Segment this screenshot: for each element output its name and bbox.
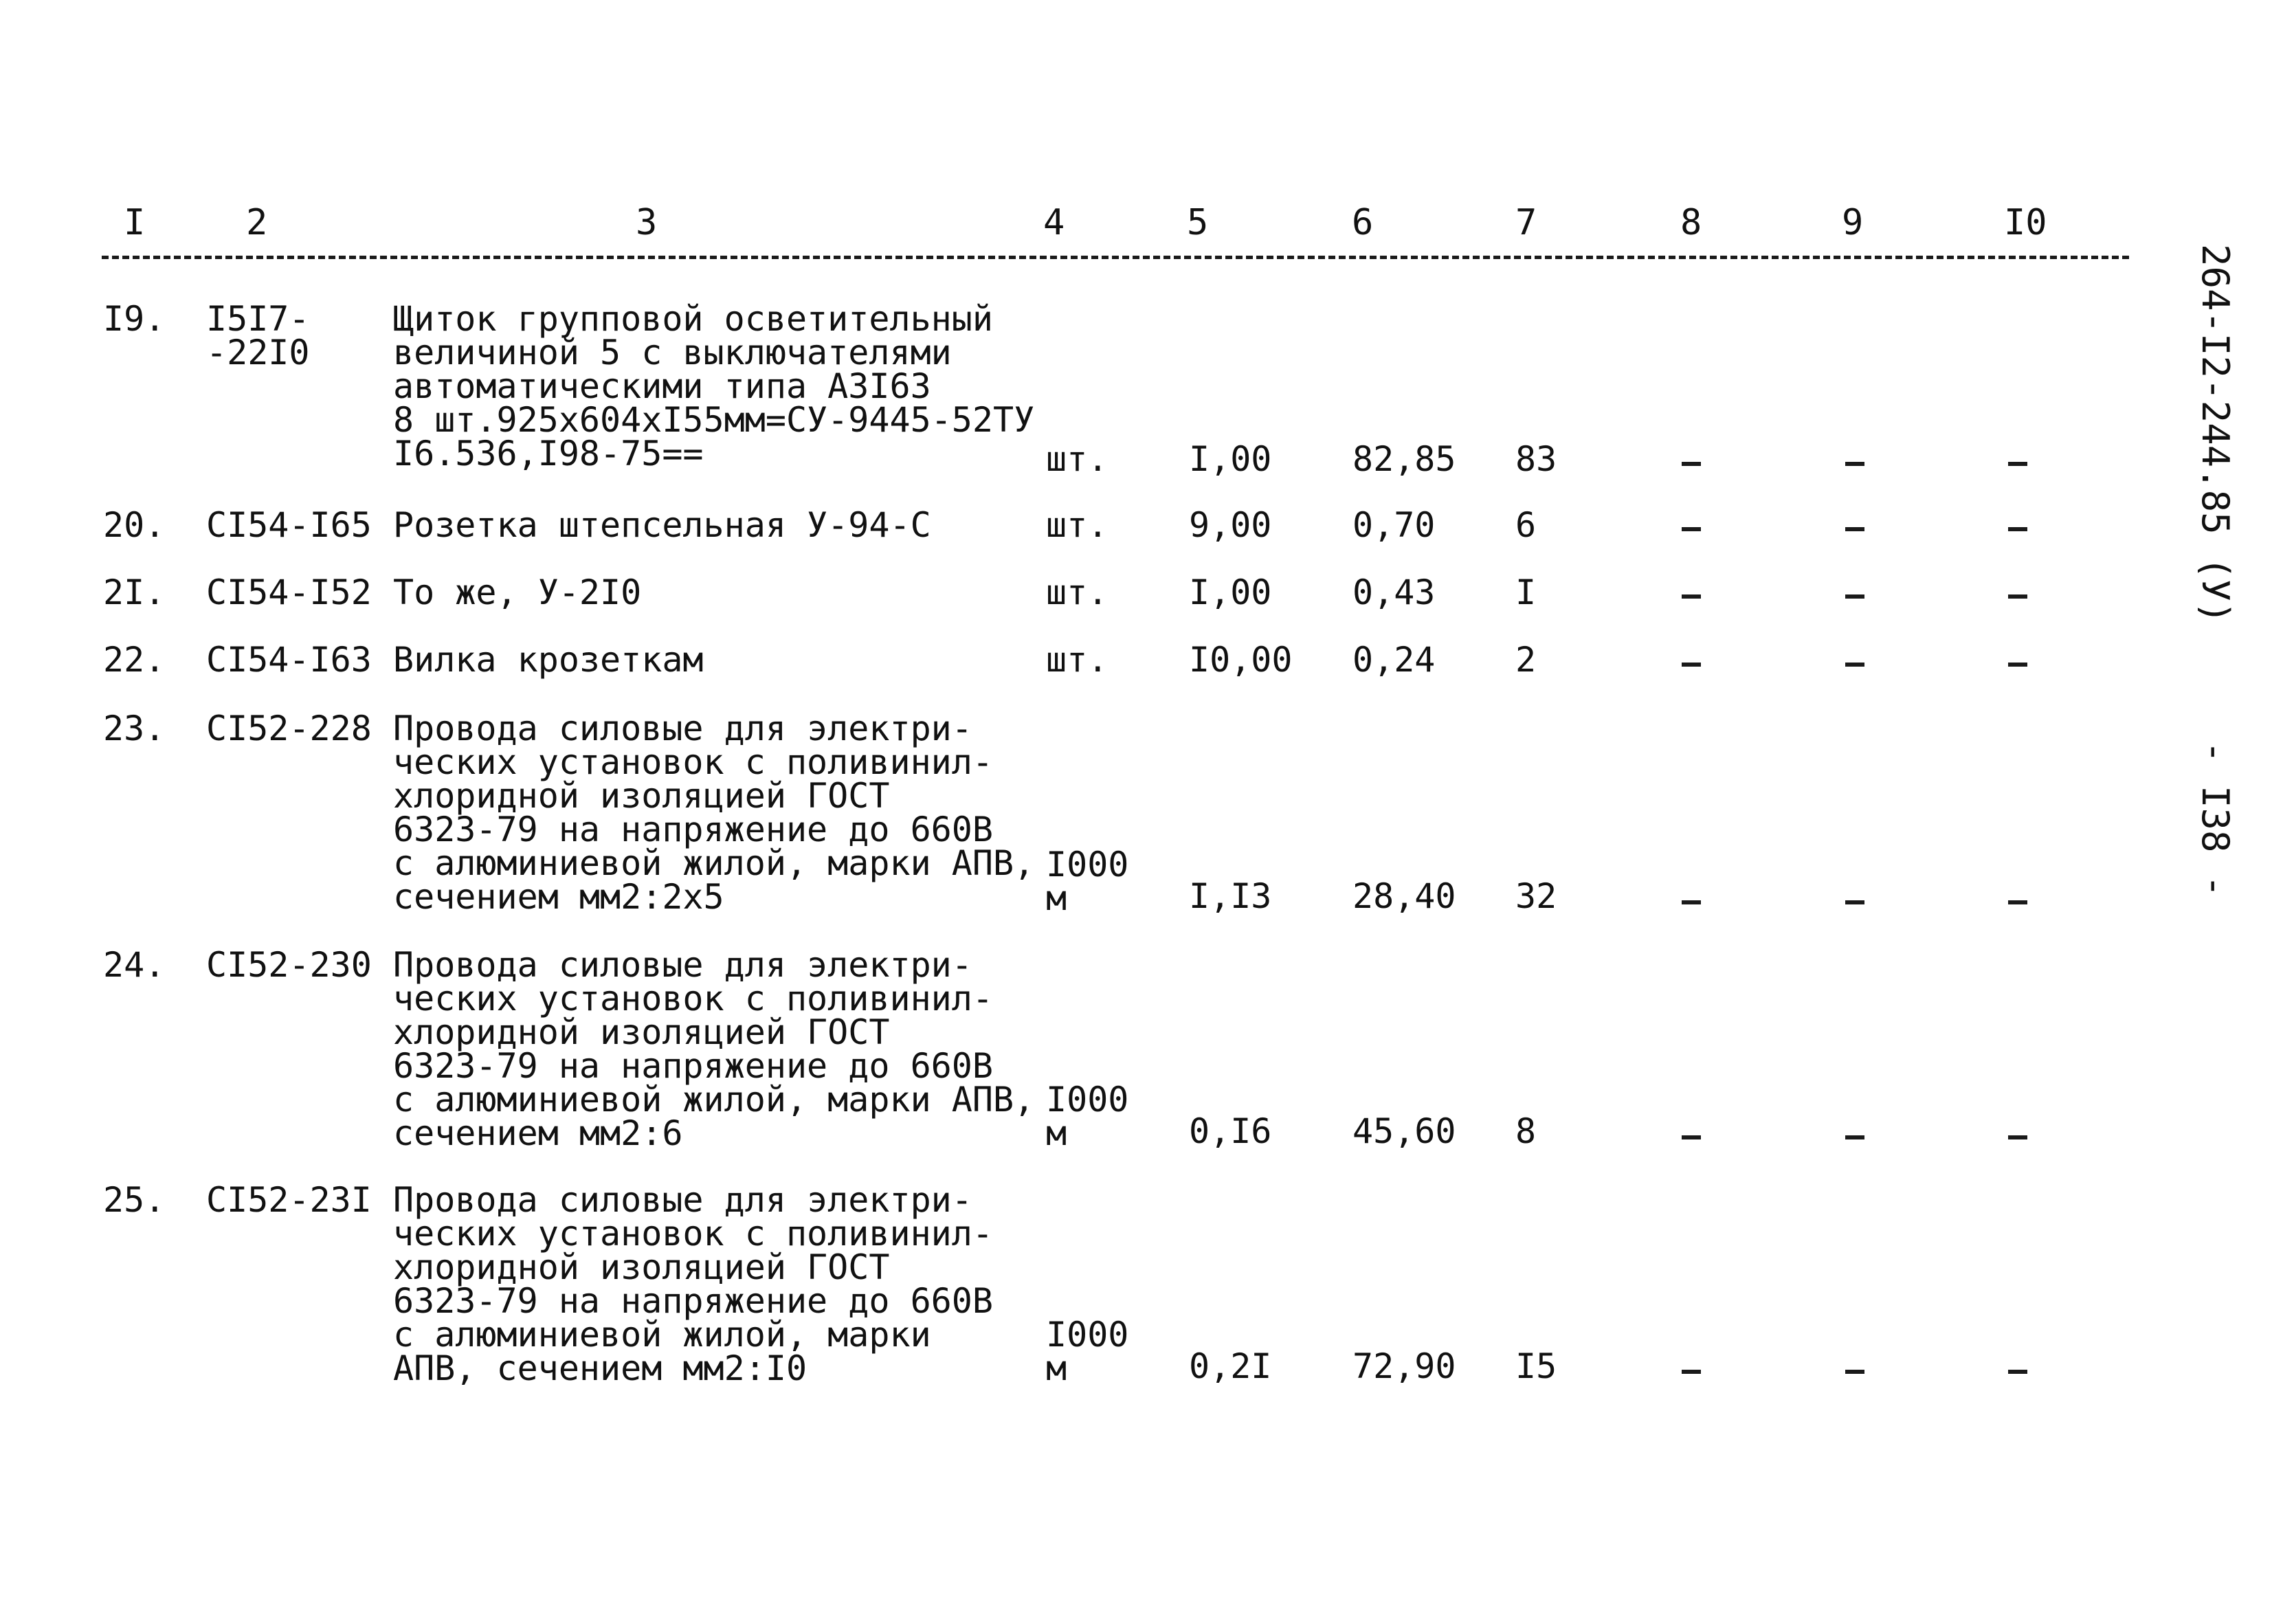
dash-col9 <box>1845 663 1864 667</box>
dash-col9 <box>1845 594 1864 599</box>
quantity: I,00 <box>1189 439 1272 479</box>
dash-col8 <box>1682 462 1701 466</box>
item-description: Провода силовые для электри- ческих установок с поливинил- хлоридной изоляцией ГОСТ 6323-79 на напряжение до 660В с алюминиевой жилой, марки АПВ, сечением мм2:I0 <box>393 1180 993 1388</box>
header-divider <box>102 256 2129 259</box>
item-code: CI54-I52 <box>206 572 372 612</box>
unit-price: 28,40 <box>1352 876 1456 916</box>
row-number: 24. <box>103 945 166 985</box>
quantity: 9,00 <box>1189 505 1272 545</box>
dash-col10 <box>2008 462 2027 466</box>
item-code: CI54-I65 <box>206 505 372 545</box>
dash-col10 <box>2008 1135 2027 1139</box>
dash-col8 <box>1682 900 1701 904</box>
item-description: Вилка крозеткам <box>393 640 704 680</box>
row-number: 20. <box>103 505 166 545</box>
total-cost: 8 <box>1515 1111 1537 1151</box>
unit-price: 0,43 <box>1352 572 1436 612</box>
unit: I000 м <box>1046 1315 1129 1388</box>
dash-col8 <box>1682 527 1701 531</box>
dash-col10 <box>2008 594 2027 599</box>
quantity: 0,2I <box>1189 1346 1272 1386</box>
quantity: I,I3 <box>1189 876 1272 916</box>
unit: шт. <box>1046 439 1109 479</box>
unit-price: 82,85 <box>1352 439 1456 479</box>
column-header-1: I <box>124 202 146 243</box>
total-cost: 32 <box>1515 876 1557 916</box>
dash-col9 <box>1845 900 1864 904</box>
dash-col9 <box>1845 527 1864 531</box>
column-header-5: 5 <box>1187 202 1209 243</box>
item-code: I5I7- -22I0 <box>206 299 310 372</box>
unit: I000 м <box>1046 1080 1129 1153</box>
column-header-10: I0 <box>2004 202 2047 243</box>
row-number: 2I. <box>103 572 166 612</box>
unit: шт. <box>1046 505 1109 545</box>
dash-col8 <box>1682 1135 1701 1139</box>
row-number: 25. <box>103 1180 166 1220</box>
column-header-9: 9 <box>1842 202 1864 243</box>
unit-price: 72,90 <box>1352 1346 1456 1386</box>
item-description: То же, У-2I0 <box>393 572 642 612</box>
dash-col10 <box>2008 663 2027 667</box>
item-description: Щиток групповой осветительный величиной 5 с выключателями автоматическими типа АЗI63 8 шт.925х604хI55мм=СУ-9445-52ТУ I6.536,I98-75== <box>393 299 1035 474</box>
item-description: Провода силовые для электри- ческих установок с поливинил- хлоридной изоляцией ГОСТ 6323-79 на напряжение до 660В с алюминиевой жилой, марки АПВ, сечением мм2:6 <box>393 945 1035 1153</box>
column-header-2: 2 <box>246 202 268 243</box>
total-cost: 83 <box>1515 439 1557 479</box>
column-header-6: 6 <box>1352 202 1374 243</box>
total-cost: 6 <box>1515 505 1537 545</box>
row-number: 23. <box>103 709 166 748</box>
unit: шт. <box>1046 640 1109 680</box>
column-header-3: 3 <box>636 202 658 243</box>
dash-col8 <box>1682 594 1701 599</box>
column-header-7: 7 <box>1515 202 1537 243</box>
dash-col8 <box>1682 1370 1701 1374</box>
dash-col10 <box>2008 900 2027 904</box>
item-description: Розетка штепсельная У-94-С <box>393 505 931 545</box>
quantity: I,00 <box>1189 572 1272 612</box>
item-code: CI54-I63 <box>206 640 372 680</box>
unit-price: 45,60 <box>1352 1111 1456 1151</box>
dash-col10 <box>2008 527 2027 531</box>
total-cost: I <box>1515 572 1537 612</box>
document-code: 264-I2-244.85 (У) <box>2194 244 2237 624</box>
column-header-8: 8 <box>1680 202 1702 243</box>
quantity: I0,00 <box>1189 640 1293 680</box>
row-number: 22. <box>103 640 166 680</box>
dash-col9 <box>1845 462 1864 466</box>
dash-col9 <box>1845 1370 1864 1374</box>
page-number: - I38 - <box>2194 741 2237 898</box>
dash-col8 <box>1682 663 1701 667</box>
unit: шт. <box>1046 572 1109 612</box>
unit-price: 0,24 <box>1352 640 1436 680</box>
total-cost: I5 <box>1515 1346 1557 1386</box>
item-code: CI52-230 <box>206 945 372 985</box>
unit-price: 0,70 <box>1352 505 1436 545</box>
item-description: Провода силовые для электри- ческих установок с поливинил- хлоридной изоляцией ГОСТ 6323-79 на напряжение до 660В с алюминиевой жилой, марки АПВ, сечением мм2:2х5 <box>393 709 1035 917</box>
item-code: CI52-228 <box>206 709 372 748</box>
dash-col10 <box>2008 1370 2027 1374</box>
quantity: 0,I6 <box>1189 1111 1272 1151</box>
column-header-4: 4 <box>1043 202 1065 243</box>
unit: I000 м <box>1046 845 1129 918</box>
dash-col9 <box>1845 1135 1864 1139</box>
item-code: CI52-23I <box>206 1180 372 1220</box>
row-number: I9. <box>103 299 166 339</box>
total-cost: 2 <box>1515 640 1537 680</box>
